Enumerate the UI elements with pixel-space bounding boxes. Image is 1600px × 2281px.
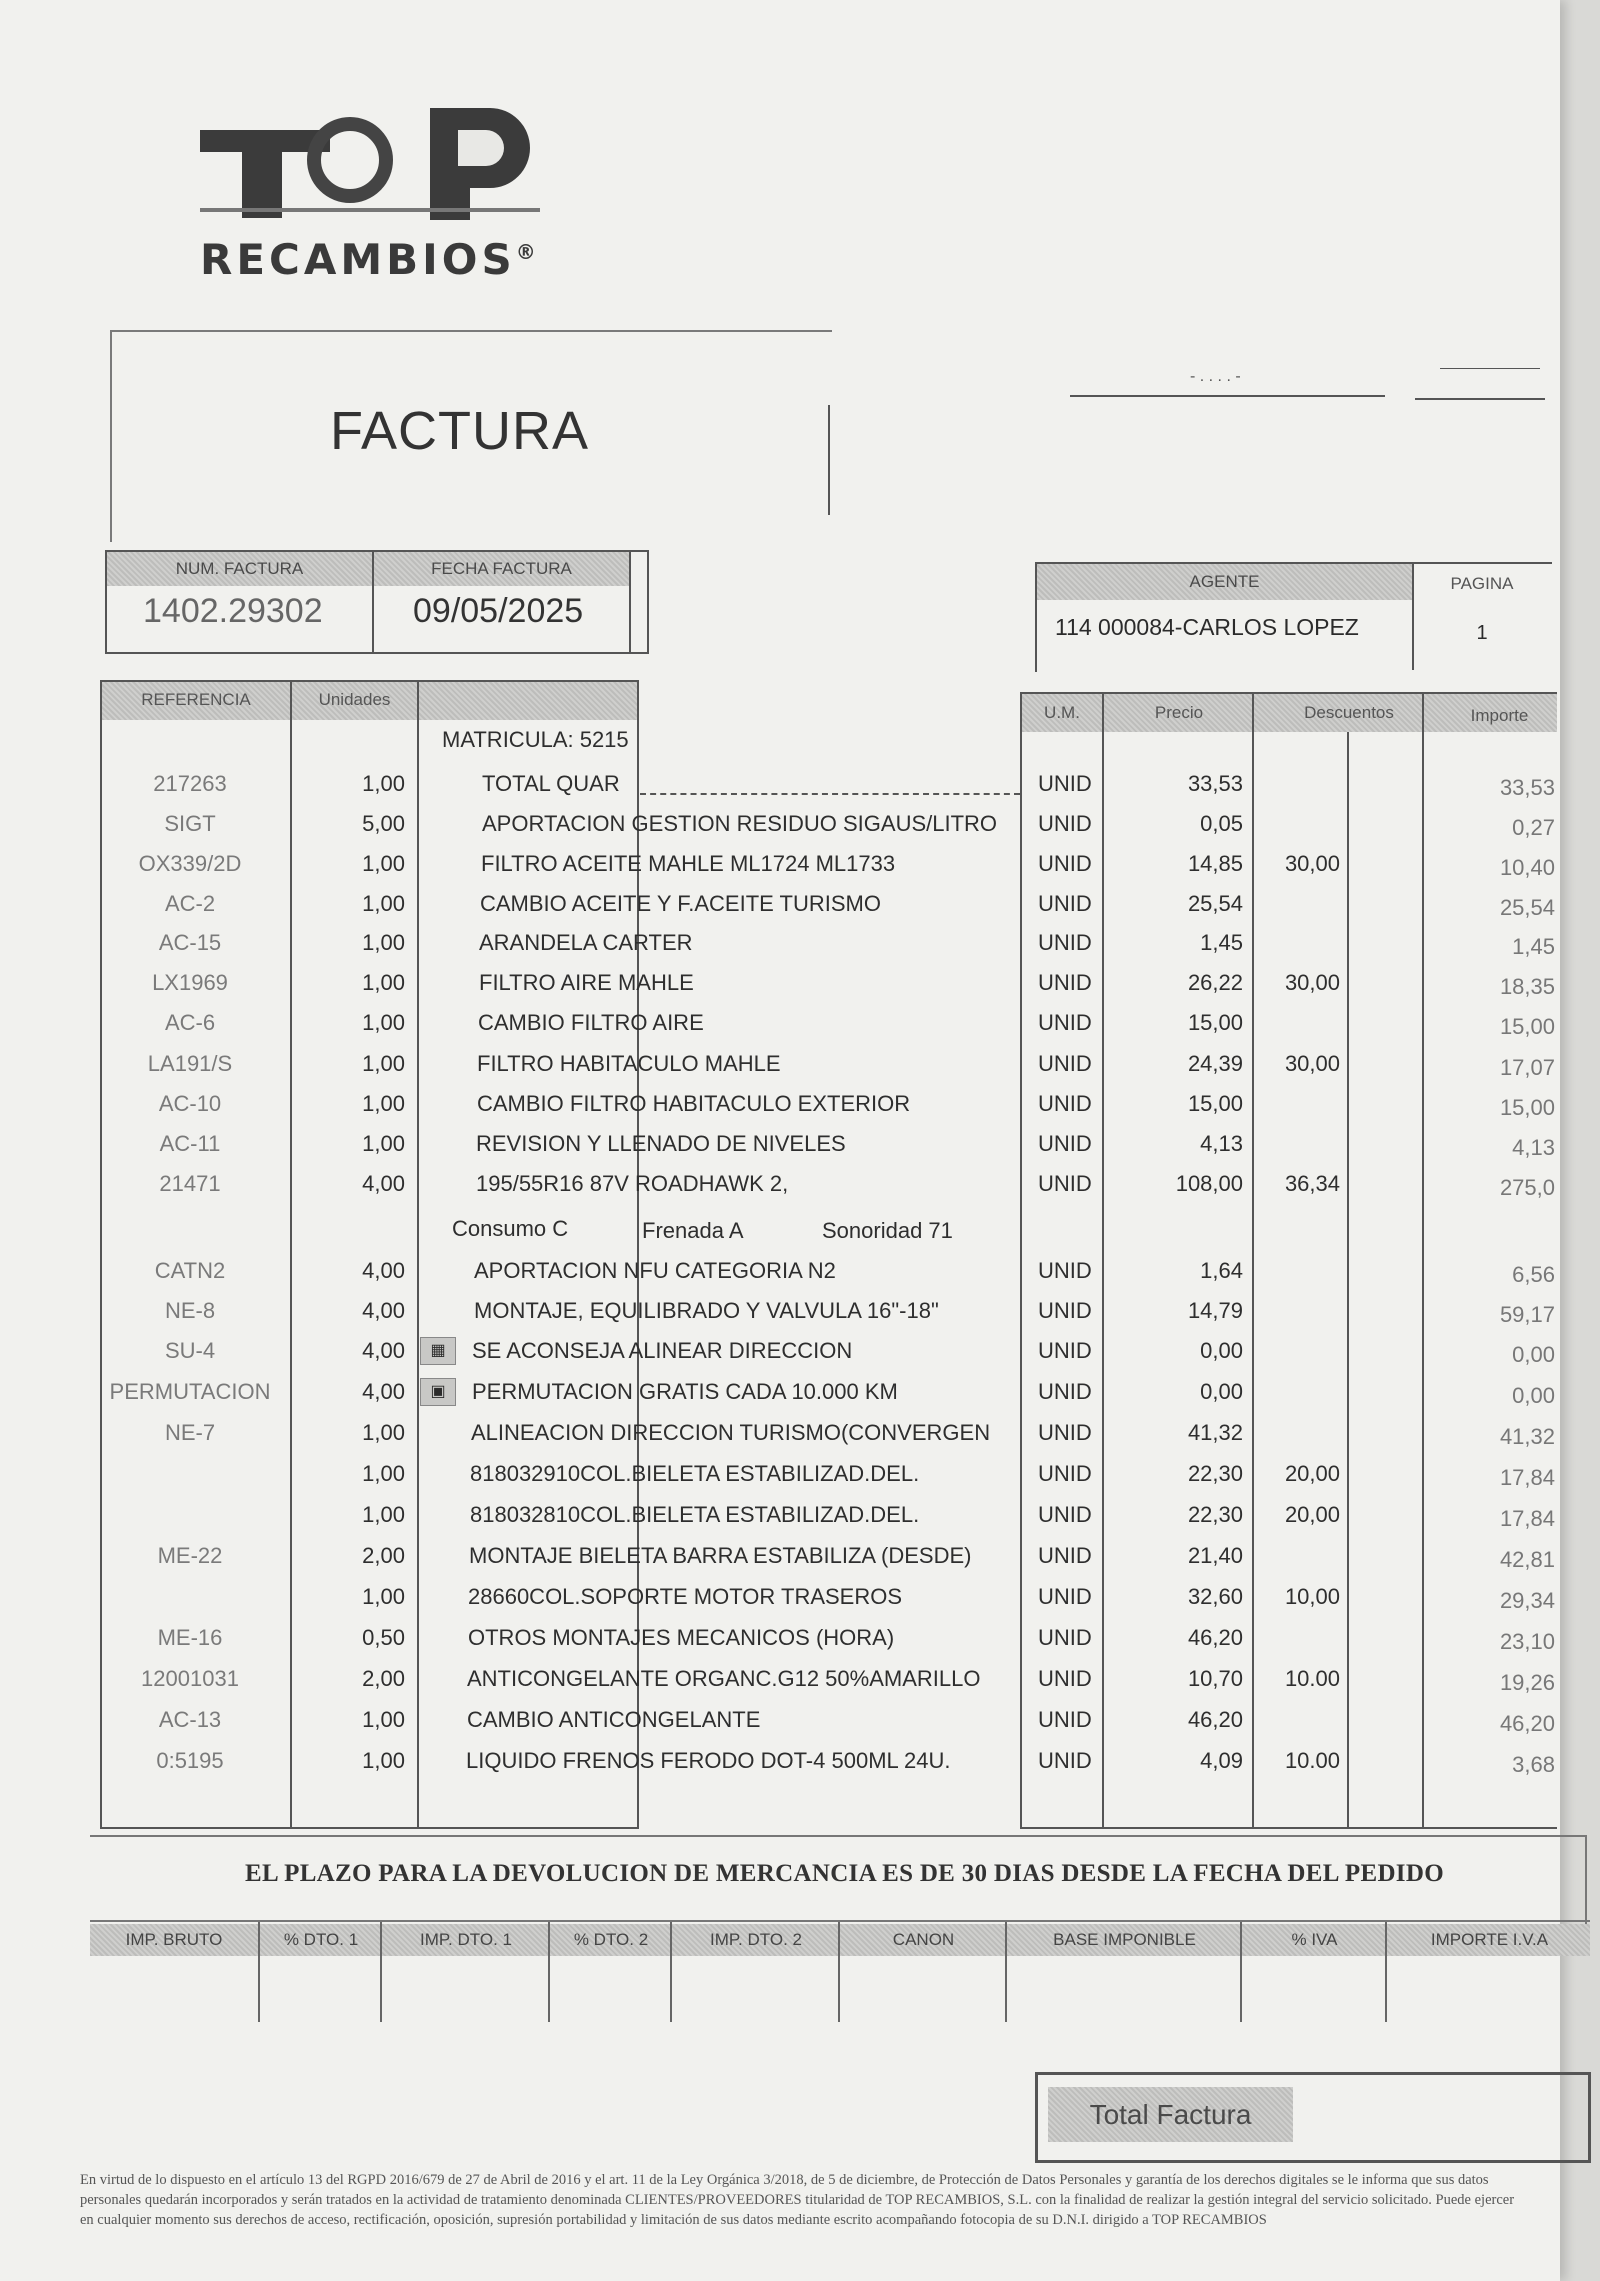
row-reference: ME-22: [157, 1543, 223, 1568]
totals-column: [548, 1922, 672, 2022]
totals-column: [670, 1922, 840, 2022]
scan-gap-line: [640, 793, 1020, 795]
row-units: 1,00: [362, 1420, 405, 1445]
row-price: 4,09: [1200, 1748, 1243, 1773]
header-precio: Precio: [1154, 703, 1204, 722]
row-unit-of-measure: UNID: [1038, 1171, 1092, 1196]
row-description: 195/55R16 87V ROADHAWK 2,: [476, 1171, 789, 1196]
row-unit-of-measure: UNID: [1038, 1420, 1092, 1445]
agent-label: AGENTE: [1037, 564, 1412, 600]
totals-header: BASE IMPONIBLE: [1053, 1930, 1196, 1949]
row-units: 4,00: [362, 1338, 405, 1363]
row-price: 25,54: [1187, 891, 1243, 916]
row-unit-of-measure: UNID: [1038, 1010, 1092, 1035]
row-description: FILTRO HABITACULO MAHLE: [477, 1051, 781, 1076]
row-amount: 17,07: [1499, 1055, 1555, 1080]
row-amount: 0,00: [1512, 1383, 1555, 1408]
row-units: 1,00: [362, 1010, 405, 1035]
title-divider: [828, 405, 830, 515]
row-reference: AC-6: [164, 1010, 216, 1035]
row-unit-of-measure: UNID: [1038, 891, 1092, 916]
row-units: 1,00: [362, 851, 405, 876]
row-units: 1,00: [362, 930, 405, 955]
row-amount: 275,0: [1499, 1175, 1555, 1200]
totals-table: [90, 1920, 1590, 2022]
document-title: FACTURA: [330, 401, 590, 461]
row-price: 22,30: [1187, 1461, 1243, 1486]
row-amount: 17,84: [1499, 1506, 1555, 1531]
row-discount: 20,00: [1284, 1461, 1340, 1486]
row-unit-of-measure: UNID: [1038, 1625, 1092, 1650]
calendar-icon: ▦: [420, 1337, 456, 1365]
brand-name: RECAMBIOS®: [200, 235, 536, 284]
header-importe: Importe: [1470, 706, 1529, 725]
totals-column: [1005, 1922, 1242, 2022]
column-divider: [629, 552, 631, 652]
row-discount: 36,34: [1284, 1171, 1340, 1196]
row-unit-of-measure: UNID: [1038, 1461, 1092, 1486]
header-descuentos: Descuentos: [1304, 703, 1394, 722]
row-amount: 33,53: [1499, 775, 1555, 800]
row-amount: 0,27: [1512, 815, 1555, 840]
row-description: FILTRO ACEITE MAHLE ML1724 ML1733: [481, 851, 896, 876]
row-description: ANTICONGELANTE ORGANC.G12 50%AMARILLO: [467, 1666, 981, 1691]
row-units: 1,00: [362, 1584, 405, 1609]
column-divider: [1347, 732, 1349, 1827]
row-price: 1,64: [1200, 1258, 1243, 1283]
row-units: 4,00: [362, 1298, 405, 1323]
row-unit-of-measure: UNID: [1038, 1707, 1092, 1732]
row-amount: 6,56: [1512, 1262, 1555, 1287]
row-description: APORTACION NFU CATEGORIA N2: [474, 1258, 836, 1283]
totals-column: [380, 1922, 550, 2022]
row-reference: ME-16: [157, 1625, 223, 1650]
row-unit-of-measure: UNID: [1038, 1666, 1092, 1691]
row-amount: 15,00: [1499, 1014, 1555, 1039]
row-units: 1,00: [362, 771, 405, 796]
row-units: 1,00: [362, 1131, 405, 1156]
row-discount: 10.00: [1284, 1666, 1340, 1691]
row-reference: AC-13: [158, 1707, 222, 1732]
invoice-date: 09/05/2025: [413, 592, 584, 630]
row-unit-of-measure: UNID: [1038, 1543, 1092, 1568]
row-unit-of-measure: UNID: [1038, 1338, 1092, 1363]
row-description: 818032910COL.BIELETA ESTABILIZAD.DEL.: [470, 1461, 920, 1486]
row-units: 2,00: [362, 1543, 405, 1568]
row-description: 28660COL.SOPORTE MOTOR TRASEROS: [468, 1584, 903, 1609]
row-price: 0,00: [1200, 1338, 1243, 1363]
totals-header: CANON: [892, 1930, 955, 1949]
agent-box: [1035, 562, 1552, 672]
totals-header: % IVA: [1291, 1930, 1338, 1949]
row-units: 0,50: [362, 1625, 405, 1650]
row-description: ARANDELA CARTER: [479, 930, 693, 955]
matricula: MATRICULA: 5215: [442, 727, 629, 752]
row-amount: 10,40: [1499, 855, 1555, 880]
totals-column: [258, 1922, 382, 2022]
row-description: CAMBIO ANTICONGELANTE: [467, 1707, 761, 1732]
row-reference: SIGT: [164, 811, 216, 836]
header-referencia: REFERENCIA: [141, 690, 251, 709]
row-unit-of-measure: UNID: [1038, 1091, 1092, 1116]
row-units: 4,00: [362, 1258, 405, 1283]
row-price: 0,00: [1200, 1379, 1243, 1404]
row-description: CAMBIO FILTRO AIRE: [478, 1010, 704, 1035]
row-unit-of-measure: UNID: [1038, 1584, 1092, 1609]
divider-line: [1440, 368, 1540, 369]
row-price: 24,39: [1187, 1051, 1243, 1076]
row-discount: 30,00: [1284, 851, 1340, 876]
row-units: 1,00: [362, 891, 405, 916]
header-unidades: Unidades: [318, 690, 391, 709]
row-unit-of-measure: UNID: [1038, 1748, 1092, 1773]
row-amount: 17,84: [1499, 1465, 1555, 1490]
row-unit-of-measure: UNID: [1038, 1379, 1092, 1404]
row-discount: 20,00: [1284, 1502, 1340, 1527]
row-price: 46,20: [1187, 1625, 1243, 1650]
row-reference: LX1969: [152, 970, 228, 995]
invoice-number: 1402.29302: [143, 592, 323, 630]
row-amount: 1,45: [1512, 934, 1555, 959]
row-price: 46,20: [1187, 1707, 1243, 1732]
row-price: 10,70: [1187, 1666, 1243, 1691]
row-reference: NE-8: [164, 1298, 216, 1323]
row-amount: 42,81: [1499, 1547, 1555, 1572]
row-unit-of-measure: UNID: [1038, 930, 1092, 955]
row-unit-of-measure: UNID: [1038, 1502, 1092, 1527]
row-amount: 41,32: [1499, 1424, 1555, 1449]
row-units: 4,00: [362, 1379, 405, 1404]
row-description: OTROS MONTAJES MECANICOS (HORA): [468, 1625, 895, 1650]
row-amount: 19,26: [1499, 1670, 1555, 1695]
row-unit-of-measure: UNID: [1038, 1051, 1092, 1076]
row-unit-of-measure: UNID: [1038, 811, 1092, 836]
row-description: PERMUTACION GRATIS CADA 10.000 KM: [472, 1379, 898, 1404]
row-price: 32,60: [1187, 1584, 1243, 1609]
total-factura-label: Total Factura: [1048, 2087, 1293, 2142]
row-description: LIQUIDO FRENOS FERODO DOT-4 500ML 24U.: [466, 1748, 951, 1773]
row-description: FILTRO AIRE MAHLE: [479, 970, 694, 995]
totals-header: % DTO. 1: [283, 1930, 359, 1949]
column-divider: [372, 552, 374, 652]
row-amount: 18,35: [1499, 974, 1555, 999]
column-divider: [290, 682, 292, 1827]
row-description: CAMBIO FILTRO HABITACULO EXTERIOR: [477, 1091, 911, 1116]
row-units: 1,00: [362, 1748, 405, 1773]
row-description: REVISION Y LLENADO DE NIVELES: [476, 1131, 846, 1156]
row-price: 108,00: [1175, 1171, 1243, 1196]
totals-header: IMP. DTO. 2: [710, 1930, 802, 1949]
row-reference: 217263: [153, 771, 227, 796]
row-reference: AC-2: [164, 891, 216, 916]
row-discount: 10.00: [1284, 1748, 1340, 1773]
row-reference: 0:5195: [156, 1748, 224, 1773]
totals-header: IMP. DTO. 1: [420, 1930, 512, 1949]
totals-column: [838, 1922, 1007, 2022]
row-units: 5,00: [362, 811, 405, 836]
row-price: 41,32: [1187, 1420, 1243, 1445]
row-units: 1,00: [362, 1502, 405, 1527]
row-reference: 21471: [159, 1171, 221, 1196]
row-description: MONTAJE, EQUILIBRADO Y VALVULA 16"-18": [474, 1298, 939, 1323]
row-amount: 23,10: [1499, 1629, 1555, 1654]
column-divider: [1422, 694, 1424, 1827]
totals-column: [1240, 1922, 1387, 2022]
row-price: 15,00: [1187, 1010, 1243, 1035]
row-amount: 3,68: [1512, 1752, 1555, 1777]
row-reference: AC-10: [158, 1091, 222, 1116]
row-units: 1,00: [362, 1707, 405, 1732]
row-price: 1,45: [1200, 930, 1243, 955]
row-description: CAMBIO ACEITE Y F.ACEITE TURISMO: [480, 891, 881, 916]
row-reference: AC-15: [158, 930, 222, 955]
top-logo-graphic: [200, 100, 570, 225]
legal-notice: En virtud de lo dispuesto en el artículo 13 del RGPD 2016/679 de 27 de Abril de 2016 y el art. 11 de la Ley Orgánica 3/2018, de 5 de diciembre, de Protección de Datos Personales y garantía de los derechos digitales se le informa que sus datos personales quedarán incorporados y serán tratados en la actividad de tratamiento denominada CLIENTES/PROVEEDORES titularidad de TOP RECAMBIOS, S.L. con la finalidad de realizar la gestión integral del servicio solicitado. Puede ejercer en cualquier momento sus derechos de acceso, rectificación, oposición, supresión portabilidad y limitación de sus datos mediante escrito acompañando fotocopia de su D.N.I. dirigido a TOP RECAMBIOS: [80, 2172, 1515, 2228]
divider-line: [1415, 398, 1545, 400]
header-scribble: - . . . . -: [1190, 368, 1241, 385]
invoice-number-box: [105, 550, 649, 654]
row-unit-of-measure: UNID: [1038, 771, 1092, 796]
totals-header: IMPORTE I.V.A: [1430, 1930, 1549, 1949]
row-units: 1,00: [362, 1091, 405, 1116]
page-number: 1: [1476, 622, 1488, 644]
row-unit-of-measure: UNID: [1038, 1298, 1092, 1323]
row-price: 22,30: [1187, 1502, 1243, 1527]
column-divider: [417, 682, 419, 1827]
row-amount: 25,54: [1499, 895, 1555, 920]
row-amount: 4,13: [1512, 1135, 1555, 1160]
row-units: 1,00: [362, 970, 405, 995]
row-unit-of-measure: UNID: [1038, 851, 1092, 876]
row-unit-of-measure: UNID: [1038, 1258, 1092, 1283]
row-unit-of-measure: UNID: [1038, 970, 1092, 995]
row-amount: 46,20: [1499, 1711, 1555, 1736]
row-reference: PERMUTACION: [109, 1379, 271, 1404]
tyre-frenada: Frenada A: [642, 1218, 744, 1243]
row-description: ALINEACION DIRECCION TURISMO(CONVERGEN: [471, 1420, 991, 1445]
row-amount: 15,00: [1499, 1095, 1555, 1120]
row-description: SE ACONSEJA ALINEAR DIRECCION: [472, 1338, 853, 1363]
row-description: 818032810COL.BIELETA ESTABILIZAD.DEL.: [470, 1502, 920, 1527]
row-reference: AC-11: [159, 1131, 221, 1156]
column-divider: [1412, 564, 1414, 670]
row-price: 14,79: [1187, 1298, 1243, 1323]
row-units: 2,00: [362, 1666, 405, 1691]
row-reference: CATN2: [154, 1258, 226, 1283]
row-price: 14,85: [1187, 851, 1243, 876]
row-price: 15,00: [1187, 1091, 1243, 1116]
row-discount: 30,00: [1284, 1051, 1340, 1076]
row-reference: LA191/S: [147, 1051, 233, 1076]
page-label: PAGINA: [1450, 574, 1514, 593]
invoice-number-label: NUM. FACTURA: [107, 552, 372, 586]
divider-line: [1070, 395, 1385, 397]
agent-value: 114 000084-CARLOS LOPEZ: [1055, 614, 1359, 640]
row-units: 1,00: [362, 1051, 405, 1076]
row-amount: 29,34: [1499, 1588, 1555, 1613]
row-price: 33,53: [1187, 771, 1243, 796]
totals-header: IMP. BRUTO: [125, 1930, 223, 1949]
totals-column: [90, 1922, 258, 2022]
row-description: TOTAL QUAR: [482, 771, 620, 796]
car-icon: ▣: [420, 1378, 456, 1406]
totals-column: [1385, 1922, 1592, 2022]
row-reference: SU-4: [164, 1338, 216, 1363]
row-price: 4,13: [1200, 1131, 1243, 1156]
row-price: 26,22: [1187, 970, 1243, 995]
row-unit-of-measure: UNID: [1038, 1131, 1092, 1156]
row-reference: OX339/2D: [138, 851, 242, 876]
return-policy-notice: EL PLAZO PARA LA DEVOLUCION DE MERCANCIA ES DE 30 DIAS DESDE LA FECHA DEL PEDIDO: [245, 1860, 1444, 1887]
row-price: 0,05: [1200, 811, 1243, 836]
row-units: 1,00: [362, 1461, 405, 1486]
totals-header: % DTO. 2: [573, 1930, 649, 1949]
header-um: U.M.: [1044, 703, 1080, 722]
row-reference: NE-7: [164, 1420, 216, 1445]
row-description: MONTAJE BIELETA BARRA ESTABILIZA (DESDE): [469, 1543, 972, 1568]
row-price: 21,40: [1187, 1543, 1243, 1568]
total-factura-box: [1035, 2072, 1591, 2163]
row-discount: 10,00: [1284, 1584, 1340, 1609]
row-amount: 59,17: [1499, 1302, 1555, 1327]
tyre-sonoridad: Sonoridad 71: [822, 1218, 953, 1243]
invoice-date-label: FECHA FACTURA: [374, 552, 629, 586]
row-reference: 12001031: [141, 1666, 239, 1691]
row-amount: 0,00: [1512, 1342, 1555, 1367]
row-description: APORTACION GESTION RESIDUO SIGAUS/LITRO: [482, 811, 998, 836]
tyre-consumo: Consumo C: [452, 1216, 569, 1241]
row-discount: 30,00: [1284, 970, 1340, 995]
row-units: 4,00: [362, 1171, 405, 1196]
